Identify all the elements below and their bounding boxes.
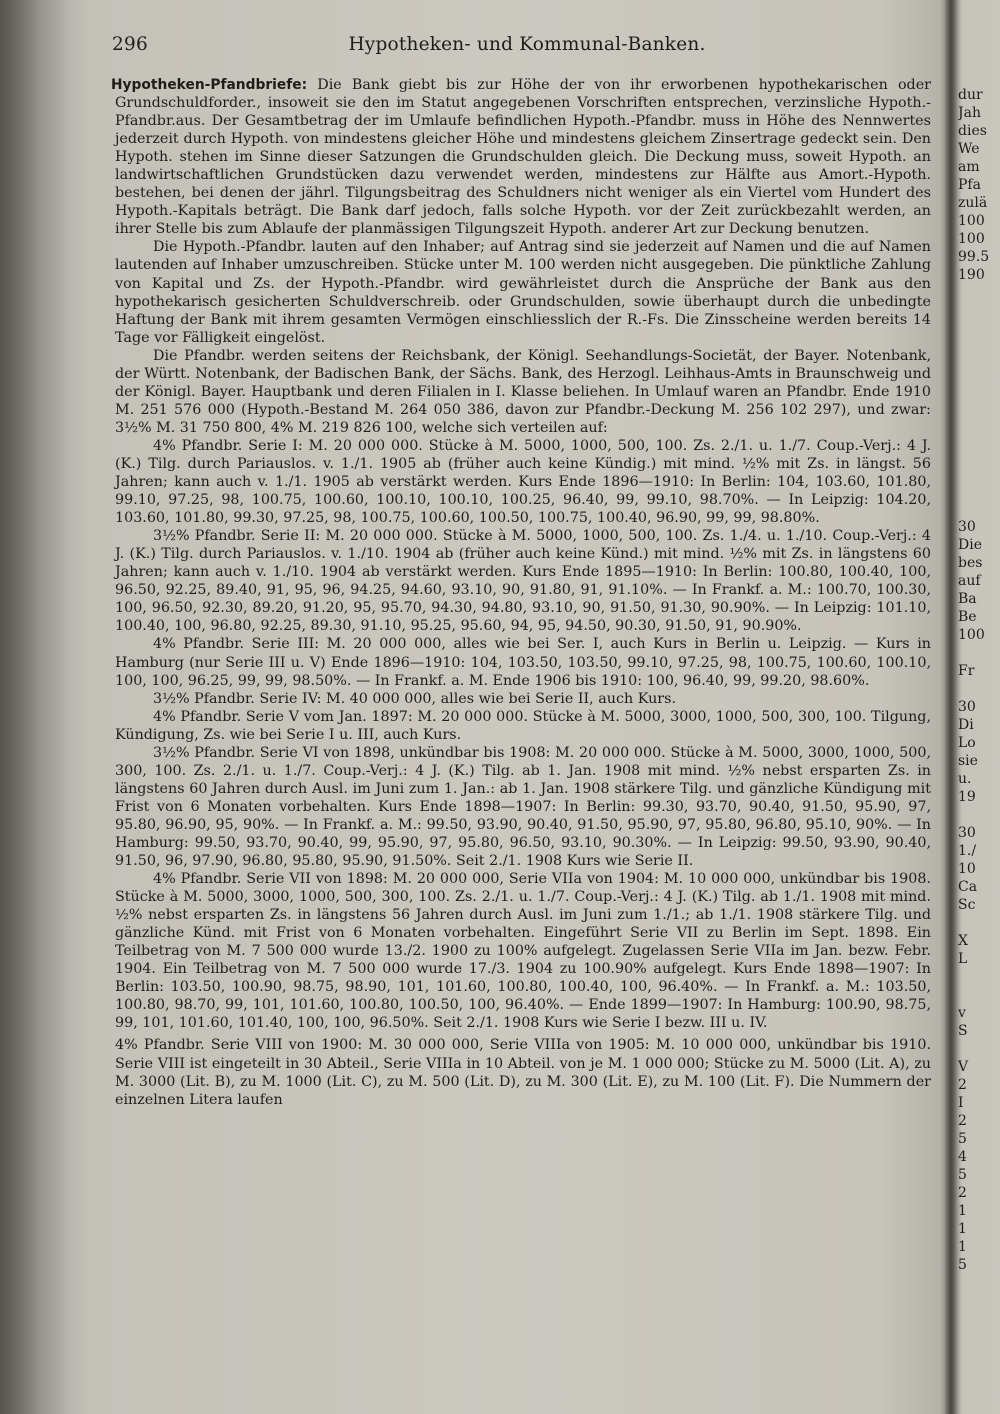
adjacent-page-fragment [958,86,1000,1274]
adjacent-page-line: u. [958,771,972,787]
adjacent-page-line [958,356,1000,374]
adjacent-page-line: 1 [958,1203,967,1219]
adjacent-page-line: L [958,951,968,967]
adjacent-page-line: V [958,1059,969,1075]
page-header [112,34,942,62]
adjacent-page-line: 19 [958,789,976,805]
adjacent-page-line: Jah [958,105,981,121]
adjacent-page-line [958,284,1000,302]
adjacent-page-line [958,320,1000,338]
adjacent-page-line: 5 [958,1167,967,1183]
adjacent-page-line: auf [958,573,981,589]
page-number: 296 [112,34,148,55]
adjacent-page-line: dur [958,87,983,103]
adjacent-page-line: 30 [958,519,976,535]
adjacent-page-line [958,914,1000,932]
adjacent-page-line: 5 [958,1257,967,1273]
paragraph-serie-3: 4% Pfandbr. Serie III: M. 20 000 000, alles wie bei Ser. I, auch Kurs in Berlin u. Leipzig. — Kurs in Hamburg (nur Serie III u. V) Ende 1896—1910: 104, 103.50, 103.50, 99.10, 97.25, 98, 100.75, 100.60, 100.10, 100, 100, 96.25, 99, 99, 98.50%. — In Frankf. a. M. Ende 1906 bis 1910: 100, 96.40, 99, 99.20, 98.60%. [115,636,931,689]
adjacent-page-line [958,986,1000,1004]
adjacent-page-line [958,968,1000,986]
adjacent-page-line: 1 [958,1239,967,1255]
page-fold-shadow [944,0,958,1414]
adjacent-page-line: zulä [958,195,988,211]
adjacent-page-line: 100 [958,213,985,229]
paragraph-serie-2: 3½% Pfandbr. Serie II: M. 20 000 000. Stücke à M. 5000, 1000, 500, 100. Zs. 1./4. u. 1./10. Coup.-Verj.: 4 J. (K.) Tilg. durch Pariauslos. v. 1./10. 1904 ab (früher auch keine Künd.) mit mind. ½% mit Zs. in längstens 60 Jahren; kann auch v. 1./10. 1904 ab verstärkt werden. Kurs Ende 1895—1910: In Berlin: 100.80, 100.40, 100, 96.50, 92.25, 89.40, 91, 95, 96, 94.25, 94.60, 93.10, 90, 91.80, 91, 91.10%. — In Frankf. a. M.: 100.70, 100.30, 100, 96.50, 92.30, 89.20, 91.20, 95, 95.70, 94.30, 94.80, 93.10, 90, 91.50, 91.30, 90.90%. — In Leipzig: 101.10, 100.40, 100, 96.80, 92.25, 89.30, 91.10, 95.25, 95.60, 94, 95, 94.50, 90.30, 91.50, 91, 90.90%. [115,528,931,635]
adjacent-page-line: 1./ [958,843,977,859]
adjacent-page-line: 99.5 [958,249,990,265]
adjacent-page-line: 30 [958,825,976,841]
paragraph-serie-6: 3½% Pfandbr. Serie VI von 1898, unkündbar bis 1908: M. 20 000 000. Stücke à M. 5000, 3000, 1000, 500, 300, 100. Zs. 2./1. u. 1./7. Coup.-Verj.: 4 J. (K.) Tilg. ab 1. Jan. 1908 mit mind. ½% nebst ersparten Zs. in längstens 60 Jahren durch Ausl. im Juni zum 1. Jan.: ab 1. Jan. 1908 stärkere Tilg. und gänzliche Kündigung mit Frist von 6 Monaten vorbehalten. Kurs Ende 1898—1907: In Berlin: 99.30, 93.70, 90.40, 91.50, 95.90, 97, 95.80, 96.90, 95, 90%. — In Frankf. a. M.: 99.50, 93.90, 90.40, 91.50, 95.90, 97, 95.80, 96.80, 95.10, 90%. — In Hamburg: 99.50, 93.70, 90.40, 99, 95.90, 97, 95.80, 96.50, 93.10, 90.30%. — In Leipzig: 99.50, 93.90, 90.40, 91.50, 96, 97.90, 96.80, 95.80, 95.90, 91.50%. Seit 2./1. 1908 Kurs wie Serie II. [115,744,931,870]
adjacent-page-line [958,302,1000,320]
adjacent-page-line: S [958,1023,968,1039]
paragraph-pfandbr-inhaber: Die Hypoth.-Pfandbr. lauten auf den Inhaber; auf Antrag sind sie jederzeit auf Namen und die auf Namen lautenden auf Inhaber umzuschreiben. Stücke unter M. 100 werden nicht ausgegeben. Die pünktliche Zahlung von Kapital und Zs. der Hypoth.-Pfandbr. wird gewährleistet durch die Ansprüche der Bank aus den hypothekarisch gesicherten Schuldverschreib. oder Grundschulden, sowie überhaupt durch die unbedingte Haftung der Bank mit ihrem gesamten Vermögen einschliesslich der R.-Fs. Die Zinsscheine werden bereits 14 Tage vor Fälligkeit eingelöst. [115,239,931,346]
adjacent-page-line [958,680,1000,698]
adjacent-page-line: X [958,933,968,949]
adjacent-page-line [958,338,1000,356]
adjacent-page-line: Sc [958,897,976,913]
adjacent-page-line [958,500,1000,518]
adjacent-page-line [958,644,1000,662]
adjacent-page-line [958,446,1000,464]
adjacent-page-line: Lo [958,735,976,751]
adjacent-page-line [958,392,1000,410]
adjacent-page-line: 30 [958,699,976,715]
adjacent-page-line: I [958,1095,964,1111]
adjacent-page-line [958,464,1000,482]
adjacent-page-line: 190 [958,267,985,283]
adjacent-page-line [958,482,1000,500]
adjacent-page-line [958,428,1000,446]
adjacent-page-line: Ba [958,591,977,607]
adjacent-page-line: We [958,141,980,157]
adjacent-page-line: Di [958,717,974,733]
adjacent-page-line: v [958,1005,966,1021]
adjacent-page-line: Be [958,609,977,625]
paragraph-beleihung-umlauf: Die Pfandbr. werden seitens der Reichsbank, der Königl. Seehandlungs-Societät, der Bayer. Notenbank, der Württ. Notenbank, der Badischen Bank, der Sächs. Bank, des Herzogl. Leihhaus-Amts in Braunschweig und der Königl. Bayer. Hauptbank und deren Filialen in I. Klasse beliehen. In Umlauf waren an Pfandbr. Ende 1910 M. 251 576 000 (Hypoth.-Bestand M. 264 050 386, davon zur Pfandbr.-Deckung M. 256 102 297), und zwar: 3½% M. 31 750 800, 4% M. 219 826 100, welche sich verteilen auf: [115,347,931,436]
paragraph-serie-5: 4% Pfandbr. Serie V vom Jan. 1897: M. 20 000 000. Stücke à M. 5000, 3000, 1000, 500, 300, 100. Tilgung, Kündigung, Zs. wie bei Serie I u. III, auch Kurs. [115,708,931,743]
adjacent-page-line: bes [958,555,983,571]
adjacent-page-line: 5 [958,1131,967,1147]
adjacent-page-line: 2 [958,1077,967,1093]
adjacent-page-line: 10 [958,861,976,877]
lead-paragraph-text: Die Bank giebt bis zur Höhe der von ihr erworbenen hypothekarischen oder Grundschuldforder., insoweit sie den im Statut angegebenen Vorschriften entsprechen, verzinsliche Hypoth.-Pfandbr.aus. Der Gesamtbetrag der im Umlaufe befindlichen Hypoth.-Pfandbr. muss in Höhe des Nennwertes jederzeit durch Hypoth. von mindestens gleicher Höhe und mindestens gleichem Zinsertrage gedeckt sein. Den Hypoth. stehen im Sinne dieser Satzungen die Grundschulden gleich. Die Deckung muss, soweit Hypoth. an landwirtschaftlichen Grundstücken dazu verwendet werden, mindestens zur Hälfte aus Amort.-Hypoth. bestehen, bei denen der jährl. Tilgungsbeitrag des Schuldners nicht weniger als ein Viertel vom Hundert des Hypoth.-Kapitals beträgt. Die Bank darf jedoch, falls solche Hypoth. vor der Zeit zurückbezahlt werden, an ihrer Stelle bis zum Ablaufe der planmässigen Tilgungszeit Hypoth. anderer Art zur Deckung benutzen. [115,77,931,238]
adjacent-page-line: 4 [958,1149,967,1165]
adjacent-page-line: Die [958,537,982,553]
lead-term: Hypotheken-Pfandbriefe: [111,77,308,93]
binding-gutter-shadow [0,0,70,1414]
adjacent-page-line: 100 [958,231,985,247]
paragraph-serie-4: 3½% Pfandbr. Serie IV: M. 40 000 000, alles wie bei Serie II, auch Kurs. [153,690,677,707]
adjacent-page-line: 2 [958,1185,967,1201]
paragraph-serie-1: 4% Pfandbr. Serie I: M. 20 000 000. Stücke à M. 5000, 1000, 500, 100. Zs. 2./1. u. 1./7. Coup.-Verj.: 4 J. (K.) Tilg. durch Pariauslos. v. 1./1. 1905 ab (früher auch keine Kündig.) mit mind. ½% mit Zs. in längst. 56 Jahren; kann auch v. 1./1. 1905 ab verstärkt werden. Kurs Ende 1896—1910: In Berlin: 104, 103.60, 101.80, 99.10, 97.25, 98, 100.75, 100.60, 100.10, 100.10, 100.25, 96.40, 99, 99.10, 98.70%. — In Leipzig: 104.20, 103.60, 101.80, 99.30, 97.25, 98, 100.75, 100.60, 100.50, 100.75, 100.40, 96.90, 99, 99, 98.80%. [115,437,931,527]
adjacent-page-line: sie [958,753,978,769]
main-text-column [111,76,931,1109]
running-head: Hypotheken- und Kommunal-Banken. [348,34,706,55]
adjacent-page-line: dies [958,123,987,139]
adjacent-page-line: Fr [958,663,975,679]
adjacent-page-line: Ca [958,879,978,895]
adjacent-page-line: 1 [958,1221,967,1237]
adjacent-page-line [958,806,1000,824]
adjacent-page-line [958,410,1000,428]
adjacent-page-line [958,1040,1000,1058]
paragraph-serie-8: 4% Pfandbr. Serie VIII von 1900: M. 30 000 000, Serie VIIIa von 1905: M. 10 000 000, unkündbar bis 1910. Serie VIII ist eingeteilt in 30 Abteil., Serie VIIIa in 10 Abteil. von je M. 1 000 000; Stücke zu M. 5000 (Lit. A), zu M. 3000 (Lit. B), zu M. 1000 (Lit. C), zu M. 500 (Lit. D), zu M. 300 (Lit. E), zu M. 100 (Lit. F). Die Nummern der einzelnen Litera laufen [115,1037,931,1108]
adjacent-page-line: Pfa [958,177,981,193]
adjacent-page-line [958,374,1000,392]
lead-paragraph [111,76,931,238]
adjacent-page-line: 2 [958,1113,967,1129]
adjacent-page-line: am [958,159,980,175]
paragraph-serie-7: 4% Pfandbr. Serie VII von 1898: M. 20 000 000, Serie VIIa von 1904: M. 10 000 000, unkündbar bis 1908. Stücke à M. 5000, 3000, 1000, 500, 300, 100. Zs. 2./1. u. 1./7. Coup.-Verj.: 4 J. (K.) Tilg. ab 1./1. 1908 mit mind. ½% nebst ersparten Zs. in längstens 56 Jahren durch Ausl. im Juni zum 1./1.; ab 1./1. 1908 stärkere Tilg. und gänzliche Künd. mit Frist von 6 Monaten vorbehalten. Eingeführt Serie VII zu Berlin im Sept. 1898. Ein Teilbetrag von M. 7 500 000 wurde 13./2. 1900 zu 100% aufgelegt. Zugelassen Serie VIIa im Jan. bezw. Febr. 1904. Ein Teilbetrag von M. 7 500 000 wurde 17./3. 1904 zu 100.90% aufgelegt. Kurs Ende 1898—1907: In Berlin: 103.50, 100.90, 98.75, 98.90, 101, 101.60, 100.80, 100.40, 100, 96.40%. — In Frankf. a. M.: 103.50, 100.80, 98.70, 99, 101, 101.60, 100.80, 100.50, 100, 96.40%. — Ende 1899—1907: In Hamburg: 100.90, 98.75, 99, 101, 101.60, 101.40, 100, 100, 96.50%. Seit 2./1. 1908 Kurs wie Serie I bezw. III u. IV. [115,871,931,1032]
adjacent-page-line: 100 [958,627,985,643]
